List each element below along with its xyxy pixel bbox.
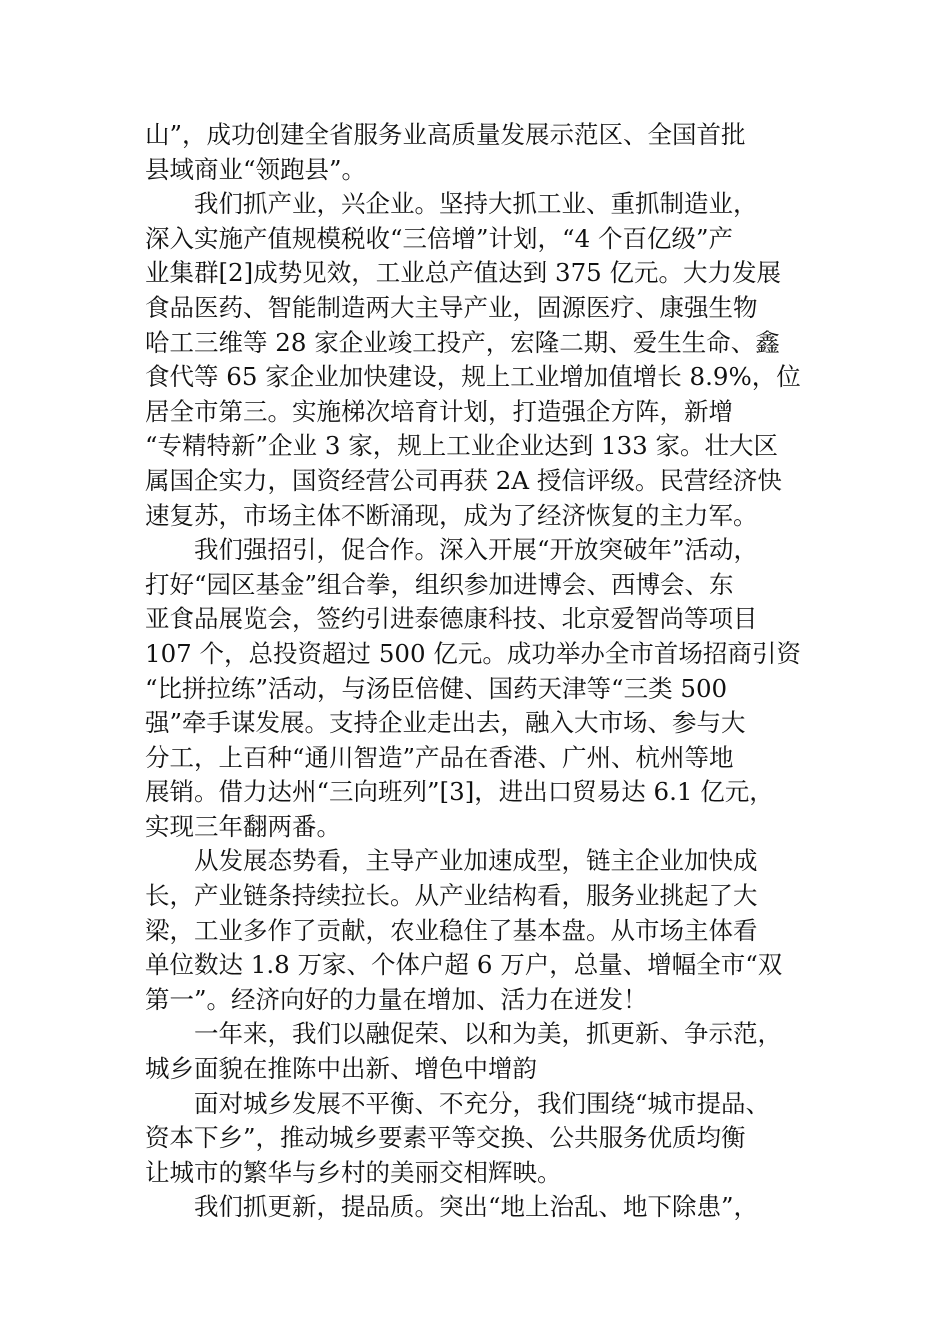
- text-line: 实现三年翻两番。: [145, 811, 341, 841]
- paragraph-start-line: 我们抓更新，提品质。突出“地上治乱、地下除患”，: [194, 1192, 759, 1222]
- text-line: 食代等 65 家企业加快建设，规上工业增加值增长 8.9%，位: [145, 362, 801, 392]
- text-line: 居全市第三。实施梯次培育计划，打造强企方阵，新增: [145, 396, 733, 426]
- text-line: 山”，成功创建全省服务业高质量发展示范区、全国首批: [145, 120, 746, 149]
- text-line: 打好“园区基金”组合拳，组织参加进博会、西博会、东: [145, 569, 734, 599]
- paragraph-start-line: 我们抓产业，兴企业。坚持大抓工业、重抓制造业，: [194, 189, 758, 219]
- text-line: 强”牵手谋发展。支持企业走出去，融入大市场、参与大: [145, 708, 746, 738]
- text-line: 县域商业“领跑县”。: [145, 154, 367, 184]
- paragraph-start-line: 面对城乡发展不平衡、不充分，我们围绕“城市提品、: [194, 1088, 771, 1118]
- document-body: [145, 118, 835, 1225]
- paragraph-start-line: 一年来，我们以融促荣、以和为美，抓更新、争示范，: [194, 1019, 782, 1049]
- text-line: “比拼拉练”活动，与汤臣倍健、国药天津等“三类 500: [145, 673, 728, 703]
- text-line: 展销。借力达州“三向班列”[3]，进出口贸易达 6.1 亿元，: [145, 777, 774, 807]
- text-line: 速复苏，市场主体不断涌现，成为了经济恢复的主力军。: [145, 500, 758, 530]
- text-line: 长，产业链条持续拉长。从产业结构看，服务业挑起了大: [145, 881, 758, 911]
- text-line: 第一”。经济向好的力量在增加、活力在迸发！: [145, 984, 648, 1014]
- text-line: 城乡面貌在推陈中出新、增色中增韵: [145, 1054, 537, 1084]
- text-line: 梁，工业多作了贡献，农业稳住了基本盘。从市场主体看: [145, 915, 758, 945]
- text-line: “专精特新”企业 3 家，规上工业企业达到 133 家。壮大区: [145, 431, 779, 461]
- text-line: 业集群[2]成势见效，工业总产值达到 375 亿元。大力发展: [145, 258, 782, 288]
- text-line: 让城市的繁华与乡村的美丽交相辉映。: [145, 1157, 562, 1187]
- text-line: 哈工三维等 28 家企业竣工投产，宏隆二期、爱生生命、鑫: [145, 327, 780, 357]
- text-line: 食品医药、智能制造两大主导产业，固源医疗、康强生物: [145, 292, 758, 322]
- text-line: 资本下乡”，推动城乡要素平等交换、公共服务优质均衡: [145, 1123, 746, 1153]
- paragraph-start-line: 我们强招引，促合作。深入开展“开放突破年”活动，: [194, 535, 759, 565]
- text-line: 深入实施产值规模税收“三倍增”计划，“4 个百亿级”产: [145, 223, 733, 253]
- text-line: 单位数达 1.8 万家、个体户超 6 万户，总量、增幅全市“双: [145, 950, 783, 980]
- text-line: 分工，上百种“通川智造”产品在香港、广州、杭州等地: [145, 742, 734, 772]
- text-line: 107 个，总投资超过 500 亿元。成功举办全市首场招商引资: [145, 638, 801, 668]
- text-line: 亚食品展览会，签约引进泰德康科技、北京爱智尚等项目: [145, 604, 758, 634]
- paragraph-start-line: 从发展态势看，主导产业加速成型，链主企业加快成: [194, 846, 758, 876]
- text-line: 属国企实力，国资经营公司再获 2A 授信评级。民营经济快: [145, 465, 782, 495]
